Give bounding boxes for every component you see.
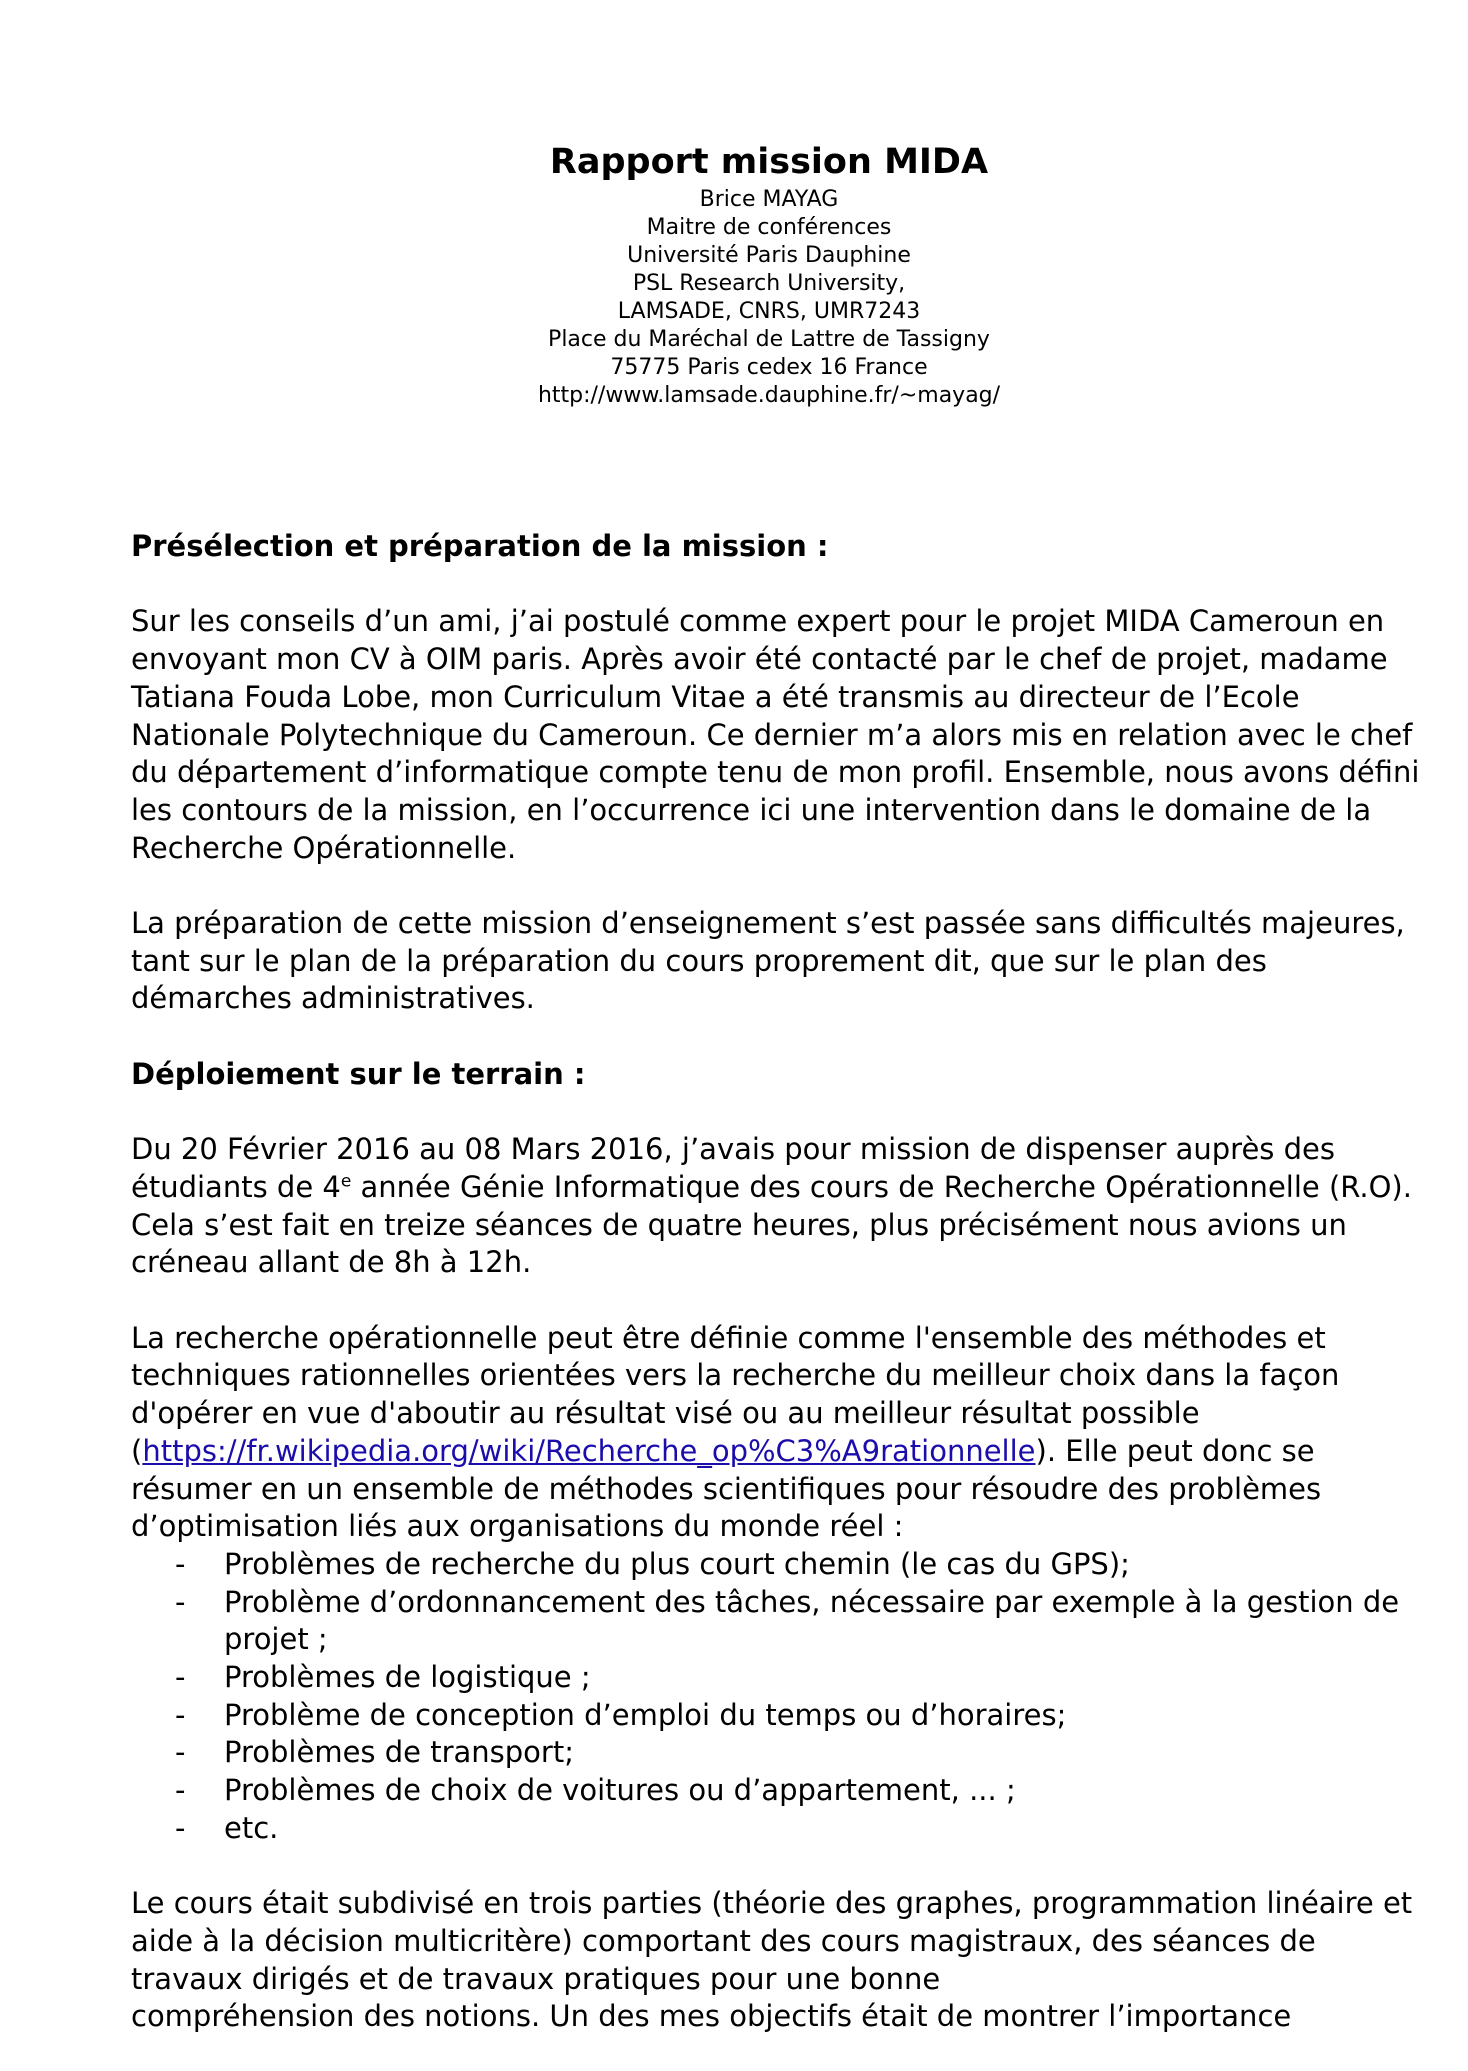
- address-street: Place du Maréchal de Lattre de Tassigny: [548, 327, 990, 352]
- list-item: [131, 1697, 1421, 1735]
- paragraph-deploiement-3: Le cours était subdivisé en trois parties (théorie des graphes, programmation linéaire et aide à la décision multicritère) comportant des cours magistraux, des séances de travaux dirigés et de travaux pratiques pour une bonne: [131, 1886, 1413, 1996]
- list-item-text: Problèmes de logistique ;: [224, 1660, 591, 1695]
- paragraph-deploiement-1: [131, 1131, 1421, 1282]
- list-item: [131, 1734, 1421, 1772]
- paragraph-deploiement-2-text-a: La recherche opérationnelle peut être définie comme l'ensemble des méthodes et techniques rationnelles orientées vers la recherche du meilleur choix dans la façon d'opérer en vue d'aboutir au résultat visé ou au meilleur résultat possible (: [131, 1320, 1340, 1468]
- list-item-text: Problèmes de choix de voitures ou d’appartement, ... ;: [224, 1773, 1016, 1808]
- paragraph-preselection-2: La préparation de cette mission d’enseignement s’est passée sans difficultés majeures, tant sur le plan de la préparation du cours proprement dit, que sur le plan des démarches administratives.: [131, 906, 1405, 1016]
- ordinal-superscript: e: [340, 1171, 352, 1192]
- list-item: [131, 1772, 1421, 1810]
- list-item: [131, 1546, 1421, 1584]
- paragraph-deploiement-2-text-b: ). Elle peut donc se résumer en un ensemble de méthodes scientifiques pour résoudre des problèmes d’optimisation liés aux organisations du monde réel :: [131, 1433, 1322, 1544]
- author-name: Brice MAYAG: [699, 187, 839, 212]
- author-position: Maitre de conférences: [646, 215, 892, 240]
- author-university: Université Paris Dauphine: [627, 243, 911, 268]
- bullet-dash: -: [175, 1735, 186, 1770]
- document-title: Rapport mission MIDA: [549, 142, 989, 182]
- paragraph-deploiement-2: [131, 1320, 1421, 1546]
- author-website: http://www.lamsade.dauphine.fr/~mayag/: [537, 383, 1001, 408]
- bullet-dash: -: [175, 1546, 186, 1581]
- problem-list: [131, 1546, 1421, 1848]
- list-item-text: Problème de conception d’emploi du temps ou d’horaires;: [224, 1697, 1067, 1732]
- address-city: 75775 Paris cedex 16 France: [610, 355, 928, 380]
- list-item: [131, 1810, 1421, 1848]
- author-research-university: PSL Research University,: [632, 271, 906, 296]
- document-body: [131, 528, 1421, 2036]
- bullet-dash: -: [175, 1697, 186, 1732]
- section-heading-preselection: Présélection et préparation de la mission :: [131, 529, 829, 563]
- section-heading-deploiement: Déploiement sur le terrain :: [131, 1056, 586, 1091]
- bullet-dash: -: [175, 1810, 186, 1845]
- list-item-text: Problème d’ordonnancement des tâches, nécessaire par exemple à la gestion de projet ;: [224, 1584, 1400, 1657]
- list-item: [131, 1659, 1421, 1697]
- list-item-text: Problèmes de recherche du plus court chemin (le cas du GPS);: [224, 1546, 1130, 1581]
- author-lab: LAMSADE, CNRS, UMR7243: [617, 299, 921, 324]
- wikipedia-link[interactable]: https://fr.wikipedia.org/wiki/Recherche_op%C3%A9rationnelle: [142, 1433, 1036, 1468]
- list-item-text: etc.: [224, 1810, 279, 1845]
- list-item-text: Problèmes de transport;: [224, 1735, 574, 1770]
- bullet-dash: -: [175, 1773, 186, 1808]
- paragraph-deploiement-1-text-b: année Génie Informatique des cours de Recherche Opérationnelle (R.O). Cela s’est fait en treize séances de quatre heures, plus précisément nous avions un créneau allant de 8h à 12h.: [131, 1169, 1412, 1280]
- paragraph-deploiement-3-cut-line: compréhension des notions. Un des mes objectifs était de montrer l’importance: [131, 1999, 1292, 2034]
- bullet-dash: -: [175, 1660, 186, 1695]
- paragraph-preselection-1: Sur les conseils d’un ami, j’ai postulé comme expert pour le projet MIDA Cameroun en envoyant mon CV à OIM paris. Après avoir été contacté par le chef de projet, madame Tatiana Fouda Lobe, mon Curriculum Vitae a été transmis au directeur de l’Ecole Nationale Polytechnique du Cameroun. Ce dernier m’a alors mis en relation avec le chef du département d’informatique compte tenu de mon profil. Ensemble, nous avons défini les contours de la mission, en l’occurrence ici une intervention dans le domaine de la Recherche Opérationnelle.: [131, 604, 1420, 865]
- bullet-dash: -: [175, 1584, 186, 1619]
- paragraph-deploiement-1-text-a: Du 20 Février 2016 au 08 Mars 2016, j’avais pour mission de dispenser auprès des étudiants de 4: [131, 1132, 1335, 1204]
- list-item: [131, 1584, 1421, 1659]
- document-header: [0, 140, 1468, 410]
